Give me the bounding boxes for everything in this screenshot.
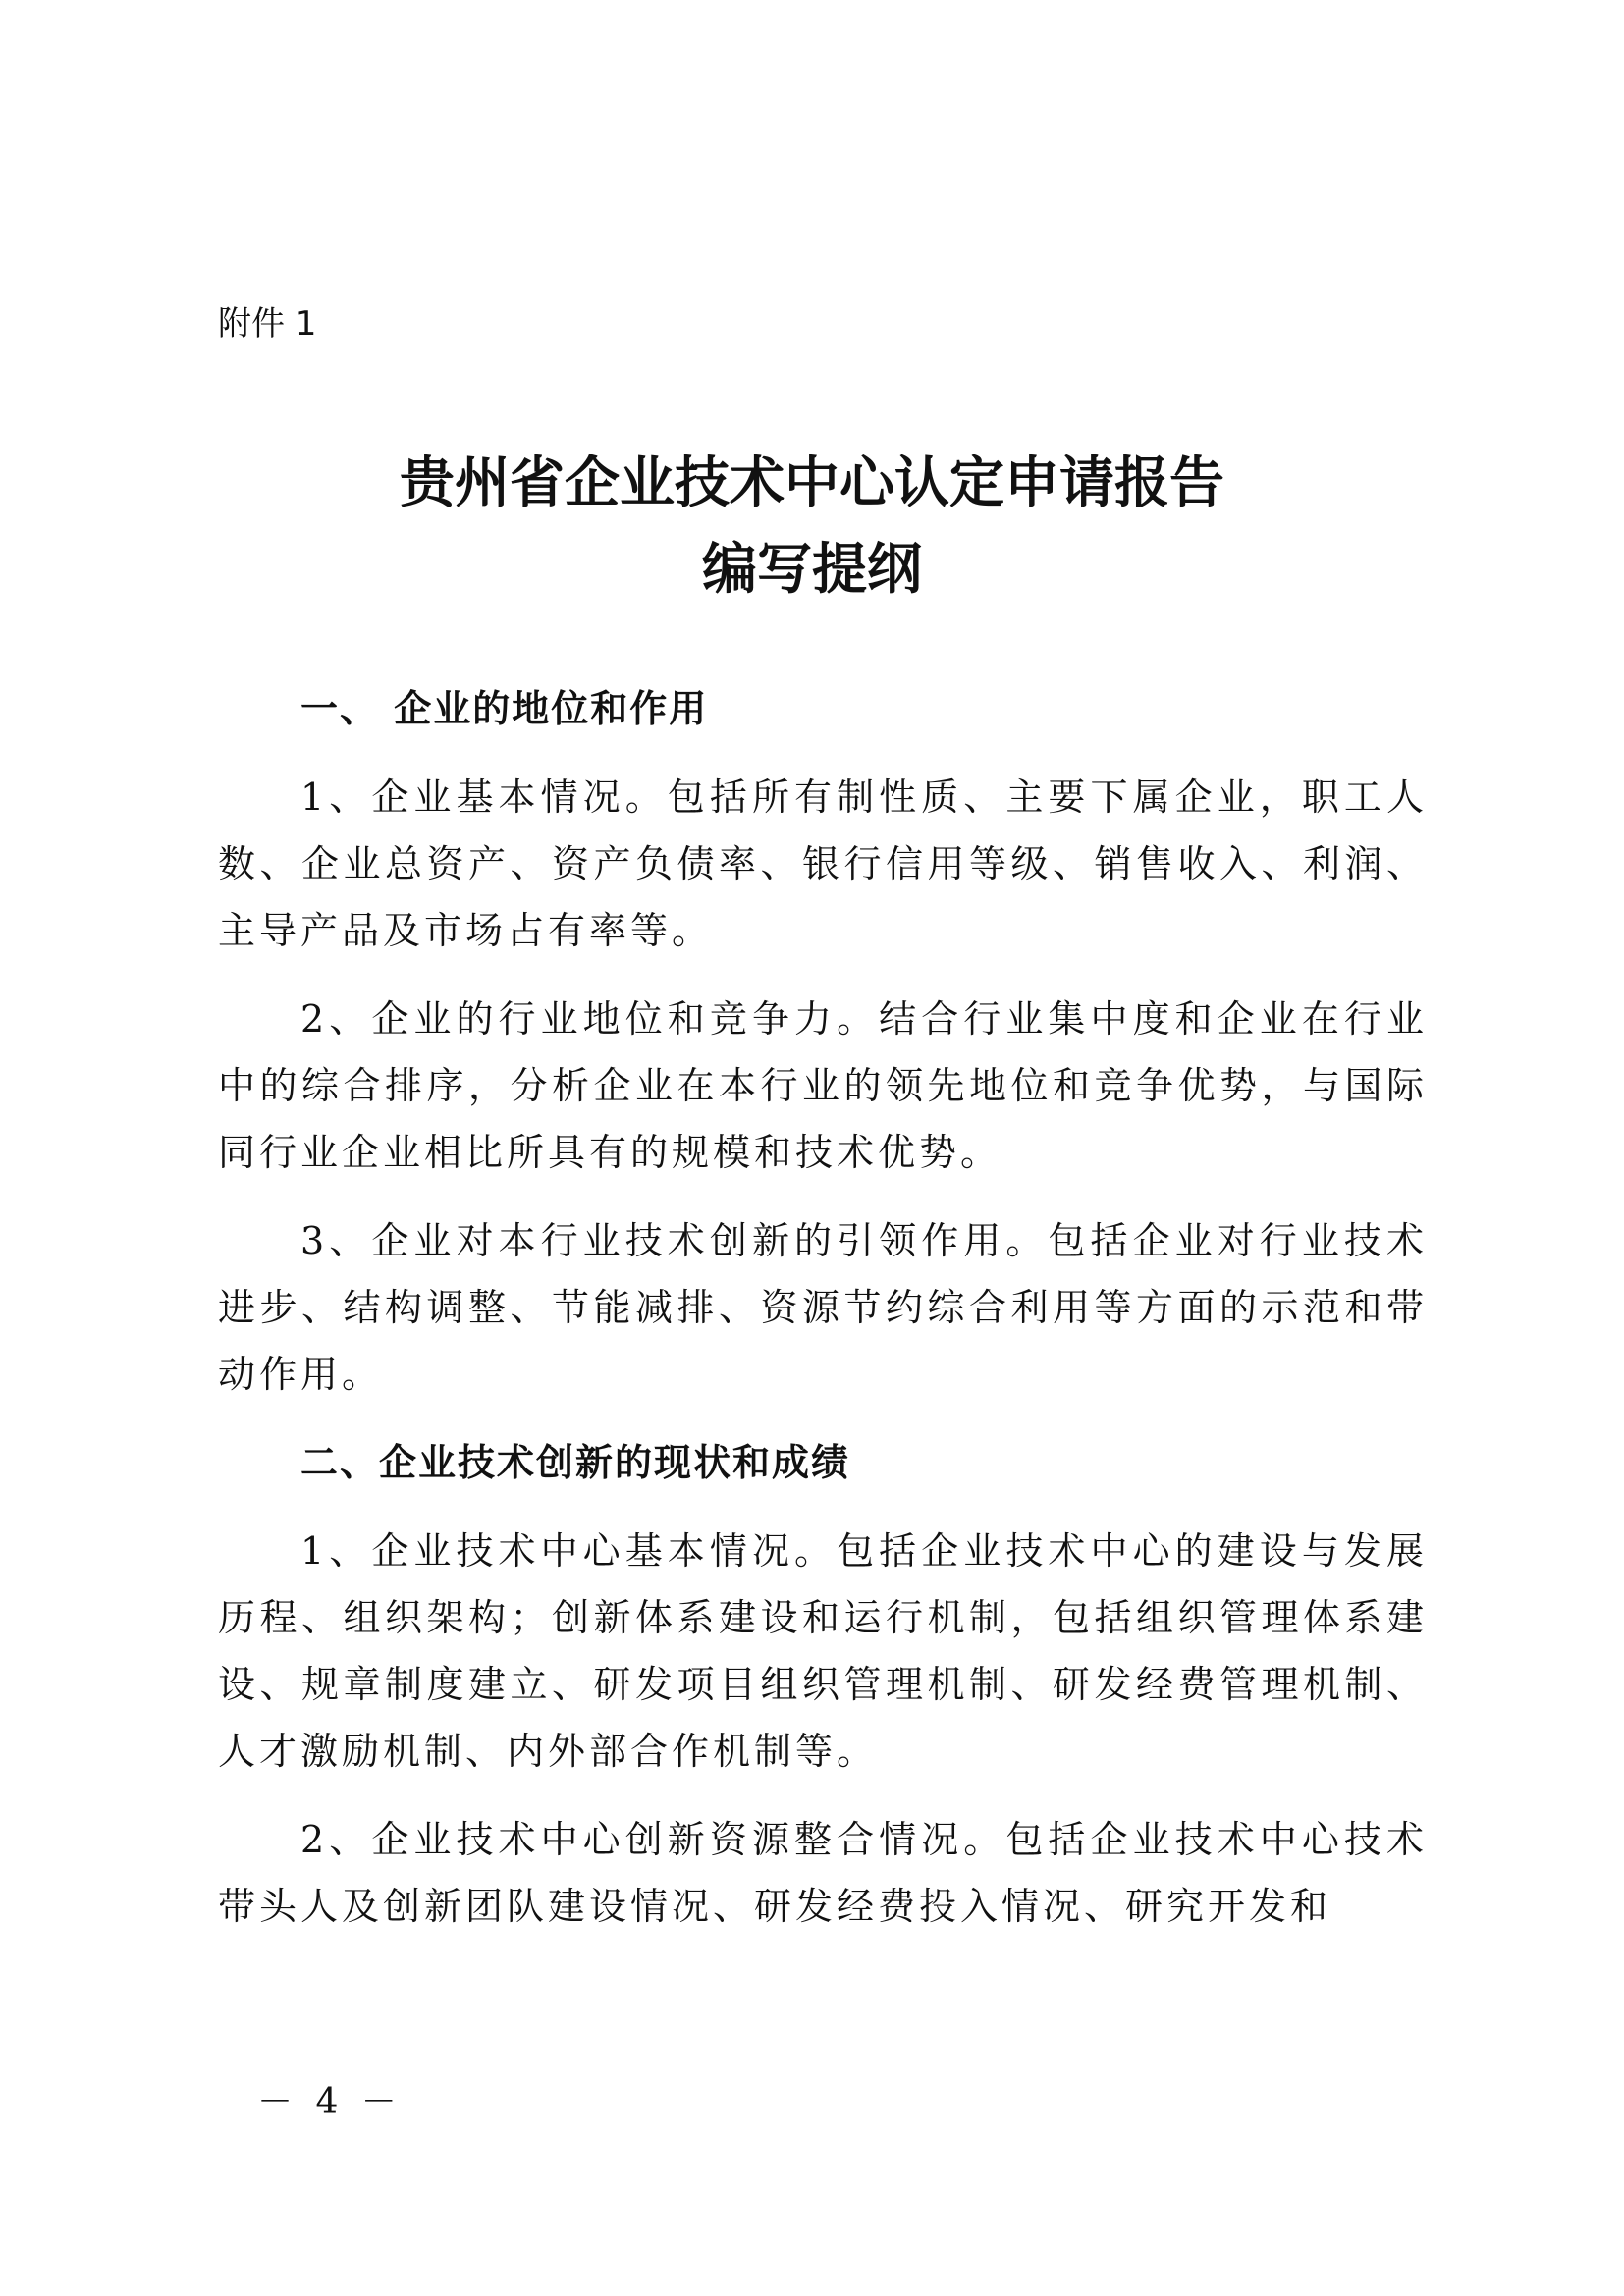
section-2-paragraph-1: 1、企业技术中心基本情况。包括企业技术中心的建设与发展历程、组织架构；创新体系建设和运行机制，包括组织管理体系建设、规章制度建立、研发项目组织管理机制、研发经费管理机制、人才激励机制、内外部合作机制等。 — [218, 1529, 1428, 1773]
section-heading-2: 二、企业技术创新的现状和成绩 — [300, 1441, 851, 1484]
section-1-paragraph-1: 1、企业基本情况。包括所有制性质、主要下属企业，职工人数、企业总资产、资产负债率、银行信用等级、销售收入、利润、主导产品及市场占有率等。 — [218, 775, 1428, 952]
section-2-paragraph-2: 2、企业技术中心创新资源整合情况。包括企业技术中心技术带头人及创新团队建设情况、研发经费投入情况、研究开发和 — [218, 1818, 1428, 1928]
document-body — [218, 675, 1428, 1961]
section-1-paragraph-3: 3、企业对本行业技术创新的引领作用。包括企业对行业技术进步、结构调整、节能减排、资源节约综合利用等方面的示范和带动作用。 — [218, 1219, 1428, 1396]
section-1-paragraph-2: 2、企业的行业地位和竞争力。结合行业集中度和企业在行业中的综合排序，分析企业在本行业的领先地位和竞争优势，与国际同行业企业相比所具有的规模和技术优势。 — [218, 997, 1428, 1174]
document-title — [0, 440, 1624, 613]
document-title-line-1: 贵州省企业技术中心认定申请报告 — [400, 451, 1224, 515]
attachment-label: 附件 1 — [218, 304, 317, 344]
section-heading-1: 一、 企业的地位和作用 — [300, 687, 709, 730]
document-title-line-2: 编写提纲 — [702, 537, 922, 602]
page-number: － 4 － — [257, 2082, 403, 2122]
